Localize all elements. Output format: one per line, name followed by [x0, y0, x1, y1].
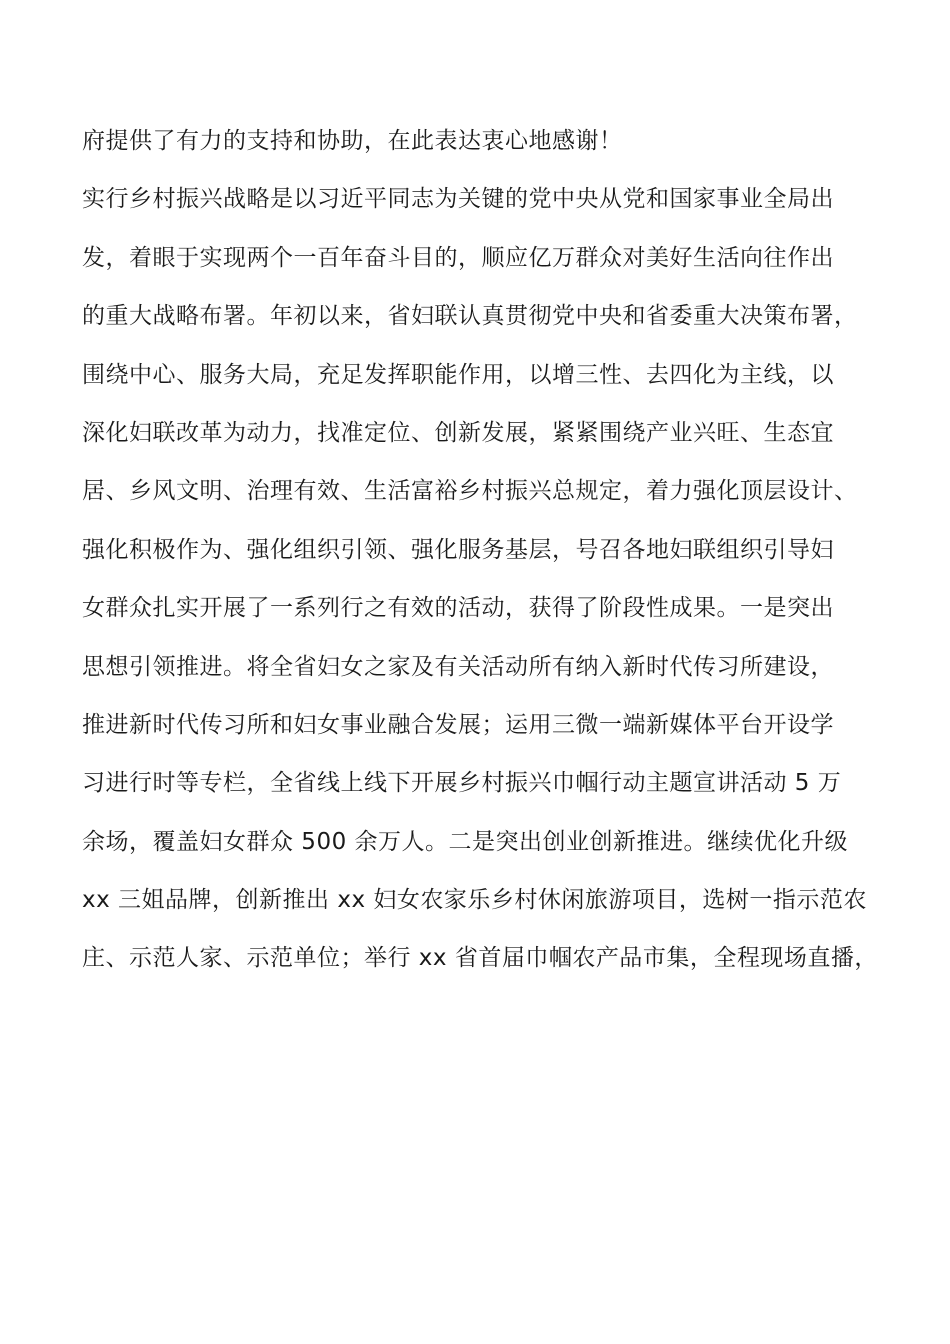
text-line-2: 实行乡村振兴战略是以习近平同志为关键的党中央从党和国家事业全局出 — [82, 186, 834, 213]
text-line-1: 府提供了有力的支持和协助，在此表达衷心地感谢！ — [82, 128, 623, 154]
text-line-5: 围绕中心、服务大局，充足发挥职能作用，以增三性、去四化为主线，以 — [82, 361, 834, 388]
body-text — [82, 112, 882, 988]
text-line-14: xx 三姐品牌，创新推出 xx 妇女农家乐乡村休闲旅游项目，选树一指示范农 — [82, 887, 867, 914]
text-line-6: 深化妇联改革为动力，找准定位、创新发展，紧紧围绕产业兴旺、生态宜 — [82, 419, 834, 446]
text-line-10: 思想引领推进。将全省妇女之家及有关活动所有纳入新时代传习所建设， — [82, 653, 834, 680]
text-line-9: 女群众扎实开展了一系列行之有效的活动，获得了阶段性成果。一是突出 — [82, 595, 834, 622]
text-line-7: 居、乡风文明、治理有效、生活富裕乡村振兴总规定，着力强化顶层设计、 — [82, 478, 858, 505]
text-line-12: 习进行时等专栏，全省线上线下开展乡村振兴巾帼行动主题宣讲活动 5 万 — [82, 770, 842, 797]
text-line-8: 强化积极作为、强化组织引领、强化服务基层，号召各地妇联组织引导妇 — [82, 536, 834, 563]
text-line-11: 推进新时代传习所和妇女事业融合发展；运用三微一端新媒体平台开设学 — [82, 711, 834, 738]
text-line-13: 余场，覆盖妇女群众 500 余万人。二是突出创业创新推进。继续优化升级 — [82, 828, 849, 855]
text-line-15: 庄、示范人家、示范单位；举行 xx 省首届巾帼农产品市集，全程现场直播， — [82, 945, 878, 972]
text-line-4: 的重大战略布署。年初以来，省妇联认真贯彻党中央和省委重大决策布署， — [82, 303, 858, 330]
text-line-3: 发，着眼于实现两个一百年奋斗目的，顺应亿万群众对美好生活向往作出 — [82, 244, 834, 271]
